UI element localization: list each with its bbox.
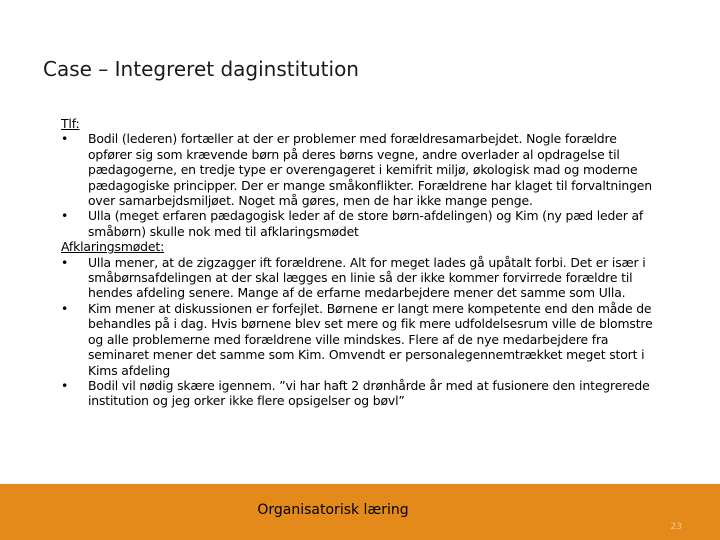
bullet-item: [61, 378, 661, 409]
bullet-icon: •: [61, 377, 69, 393]
bullet-item: [61, 301, 661, 378]
bullet-item: [61, 208, 661, 239]
bullet-item: [61, 255, 661, 301]
bullet-text: Bodil (lederen) fortæller at der er problemer med forældresamarbejdet. Nogle forældre opfører sig som krævende børn på deres børns vegne, andre overlader al opdragelse til pædagogerne, en tredje type er overengageret i kemifrit miljø, økologisk mad og moderne pædagogiske principper. Der er mange småkonflikter. Forældrene har klaget til forvaltningen over samarbejdsmiljøet. Noget må gøres, men de har ikke mange penge.: [88, 131, 652, 209]
slide-body: [61, 116, 661, 409]
slide-title: Case – Integreret daginstitution: [43, 57, 359, 81]
section-heading-tlf: Tlf:: [61, 116, 80, 131]
footer-label: Organisatorisk læring: [257, 502, 409, 518]
bullet-text: Ulla (meget erfaren pædagogisk leder af de store børn-afdelingen) og Kim (ny pæd leder af småbørn) skulle nok med til afklaringsmødet: [88, 208, 644, 239]
bullet-text: Kim mener at diskussionen er forfejlet. Børnene er langt mere kompetente end den måde de behandles på i dag. Hvis børnene blev set mere og fik mere udfoldelsesrum ville de blomstre og alle problemerne med forældrene ville mindskes. Flere af de nye medarbejdere fra seminaret mener det samme som Kim. Omvendt er personalegennemtrækket meget stort i Kims afdeling: [88, 300, 653, 378]
bullet-icon: •: [61, 254, 69, 270]
bullet-icon: •: [61, 131, 69, 147]
section-heading-afklaringsmodet: Afklaringsmødet:: [61, 239, 165, 255]
bullet-icon: •: [61, 300, 69, 316]
bullet-text: Ulla mener, at de zigzagger ift forældrene. Alt for meget lades gå upåtalt forbi. Det er især i småbørnsafdelingen at der skal lægges en linie så der ikke kommer forvirrede forældre til hendes afdeling senere. Mange af de erfarne medarbejdere mener det samme som Ulla.: [88, 254, 646, 301]
footer-bar: [0, 484, 720, 540]
page-number: 23: [670, 522, 682, 532]
bullet-item: [61, 131, 661, 208]
bullet-text: Bodil vil nødig skære igennem. ”vi har haft 2 drønhårde år med at fusionere den integrerede institution og jeg orker ikke flere opsigelser og bøvl”: [88, 377, 650, 409]
bullet-icon: •: [61, 208, 69, 224]
